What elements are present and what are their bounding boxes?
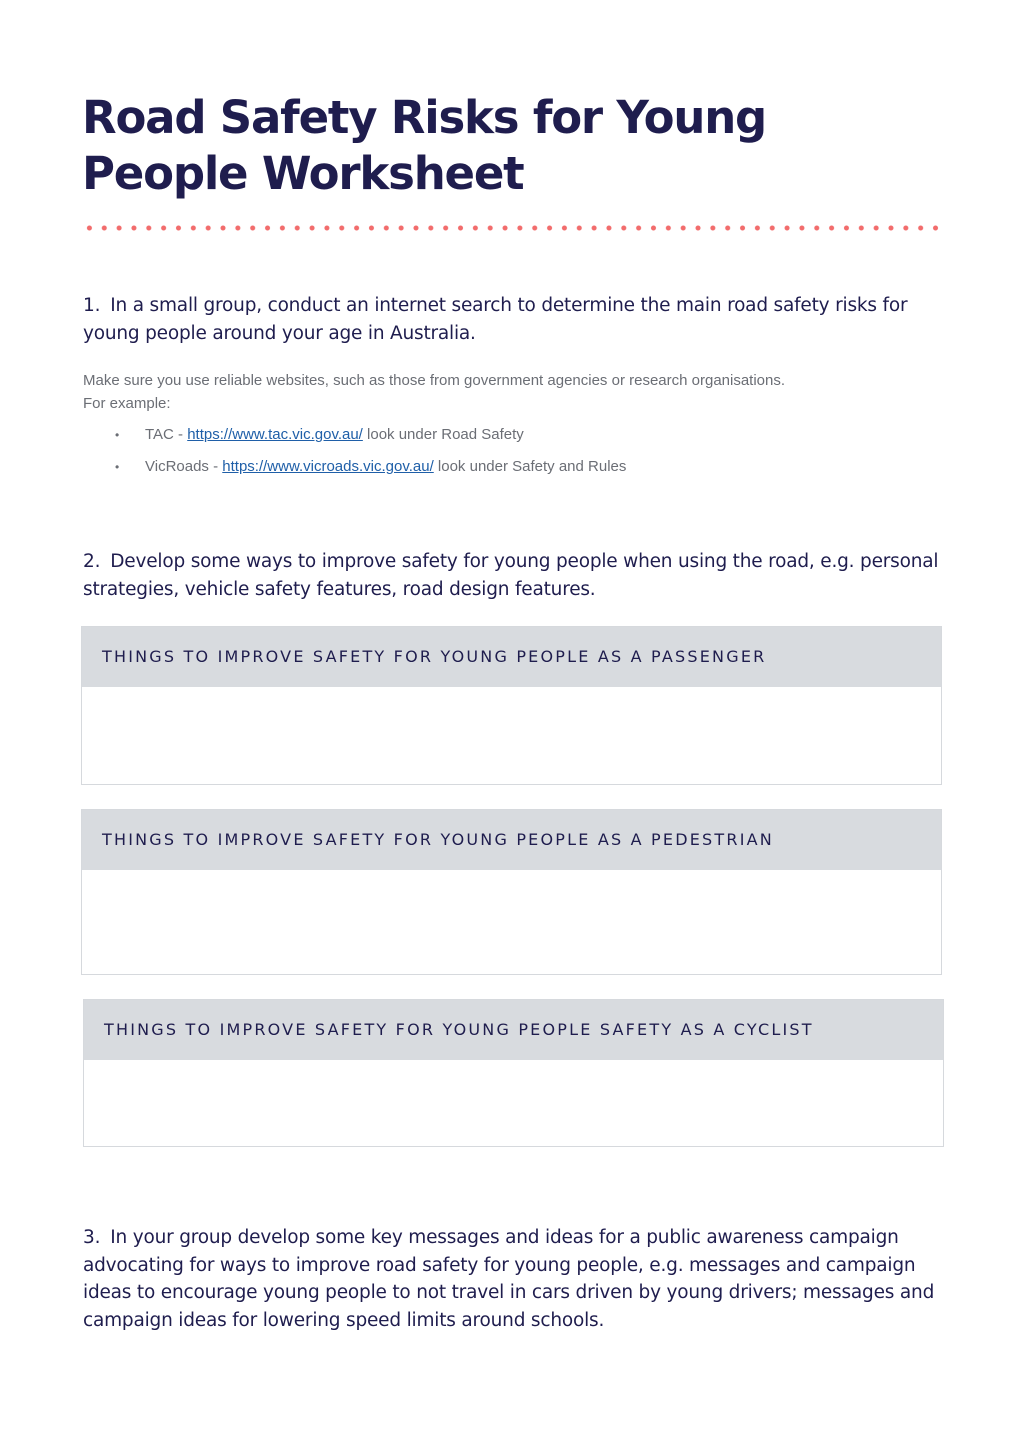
dotted-divider	[82, 224, 944, 232]
question-1-instructions	[83, 370, 943, 415]
question-1	[83, 292, 943, 347]
question-2	[83, 548, 943, 603]
resource-suffix: look under Safety and Rules	[433, 458, 627, 475]
list-item	[83, 424, 943, 446]
page-title: Road Safety Risks for Young People Worksheet	[82, 91, 767, 200]
question-1-text: In a small group, conduct an internet search to determine the main road safety risks for young people around your age in Australia.	[83, 295, 908, 344]
bullet-icon: •	[115, 460, 120, 474]
cyclist-answer-box	[83, 999, 944, 1147]
bullet-icon: •	[115, 428, 120, 442]
pedestrian-answer-box	[81, 809, 942, 975]
question-3	[83, 1224, 943, 1334]
resource-prefix: TAC -	[145, 426, 188, 443]
resource-prefix: VicRoads -	[145, 458, 223, 475]
question-2-text: Develop some ways to improve safety for young people when using the road, e.g. personal strategies, vehicle safety features, road design features.	[83, 551, 939, 600]
vicroads-link[interactable]: https://www.vicroads.vic.gov.au/	[222, 458, 434, 475]
question-3-text: In your group develop some key messages and ideas for a public awareness campaign advocating for ways to improve road safety for young people, e.g. messages and campaign ideas to encourage young people to not travel in cars driven by young drivers; messages and campaign ideas for lowering speed limits around schools.	[83, 1227, 935, 1331]
question-1-number: 1.	[83, 295, 101, 316]
passenger-answer-area[interactable]	[82, 687, 941, 783]
instructions-line-2: For example:	[83, 394, 171, 412]
cyclist-box-heading: THINGS TO IMPROVE SAFETY FOR YOUNG PEOPLE SAFETY AS A CYCLIST	[84, 1000, 943, 1060]
passenger-answer-box	[81, 626, 942, 785]
resource-list	[83, 424, 943, 488]
cyclist-answer-area[interactable]	[84, 1060, 943, 1145]
pedestrian-answer-area[interactable]	[82, 870, 941, 973]
passenger-box-heading: THINGS TO IMPROVE SAFETY FOR YOUNG PEOPLE AS A PASSENGER	[82, 627, 941, 687]
resource-suffix: look under Road Safety	[362, 426, 524, 443]
instructions-line-1: Make sure you use reliable websites, such as those from government agencies or research organisations.	[83, 372, 786, 389]
list-item	[83, 456, 943, 478]
pedestrian-box-heading: THINGS TO IMPROVE SAFETY FOR YOUNG PEOPLE AS A PEDESTRIAN	[82, 810, 941, 870]
question-2-number: 2.	[83, 551, 101, 572]
question-3-number: 3.	[83, 1227, 101, 1248]
tac-link[interactable]: https://www.tac.vic.gov.au/	[187, 426, 363, 443]
